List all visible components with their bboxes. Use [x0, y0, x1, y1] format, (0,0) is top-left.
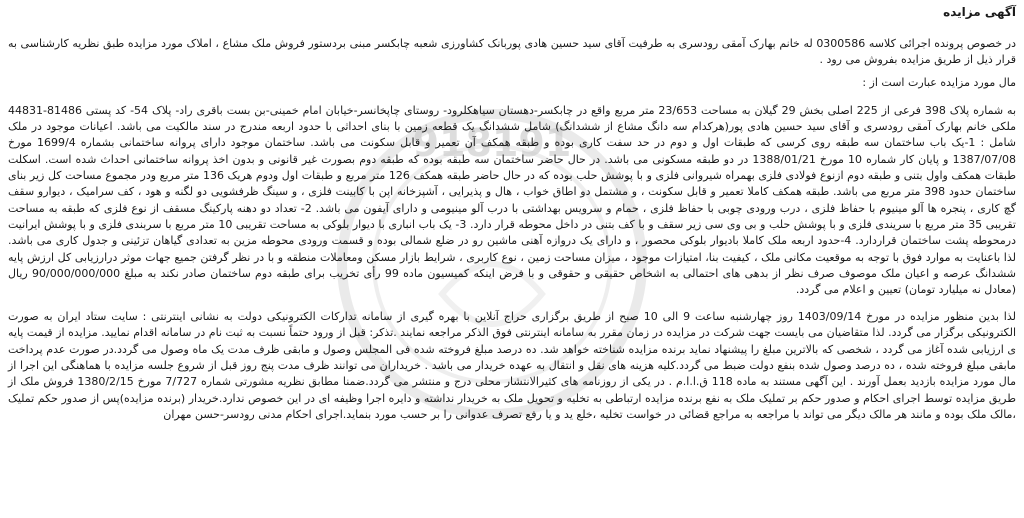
notice-title: آگهی مزایده	[943, 5, 1016, 19]
notice-intro: در خصوص پرونده اجرائی کلاسه 0300586 له خانم بهارک آمقی رودسری به طرفیت آقای سید حسین هادی پوربانک کشاورزی شعبه چابکسر مبنی بردستور فروش ملک مشاع ، املاک مورد مزایده طبق نظریه کارشناسی به قرار ذیل از طریق مزایده بفروش می رود .	[8, 37, 1016, 67]
property-subheading: مال مورد مزایده عبارت است از :	[862, 75, 1016, 89]
auction-procedure: لذا بدین منظور مزایده در مورخ 1403/09/14 روز چهارشنبه ساعت 9 الی 10 صبح از طریق برگزاری حراج آنلاین با بهره گیری از سامانه تدارکات الکترونیکی دولت به نشانی اینترنتی : سایت ستاد ایران به صورت الکترونیکی برگزار می گردد. لذا متقاضیان می بایست جهت شرکت در مزایده در زمان مقرر به سامانه اینترنتی فوق الذکر مراجعه نمایند .تذکر: قبل از ورود حتماً نسبت به ثبت نام در سامانه اقدام نمایید. مزایده از قیمت پایه ی ارزیابی شده آغاز می گردد ، شخصی که بالاترین مبلغ را پیشنهاد نماید برنده مزایده شناخته خواهد شد. ده درصد مبلغ فروخته شده فی المجلس وصول و مابقی ظرف مدت یک ماه وصول می گردد.در صورت عدم پرداخت مابقی مبلغ فروخته شده ، ده درصد وصول شده بنفع دولت ضبط می گردد.کلیه هزینه های نقل و انتقال به عهده خریدار می باشد . خریداران می توانند ظرف مدت پنج روز قبل از شروع جلسه مزایده با هماهنگی این اجرا از مال مورد مزایده بازدید بعمل آورند . این آگهی مستند به ماده 118 ق.ا.ا.م . در یکی از روزنامه های کثیرالانتشار محلی درج و منتشر می گردد.ضمنا مطابق نظریه مشورتی شماره 7/727 مورخ 1380/2/15 فروش ملک از طریق مزایده توسط اجرای احکام و صدور حکم بر تملیک ملک به نفع برنده مزایده ارتباطی به تخلیه و تحویل ملک به خریدار نداشته و دایره اجرا وظیفه ای در این خصوص ندارد.خریدار (برنده مزایده)پس از صدور حکم تملیک ،مالک ملک بوده و مانند هر مالک دیگر می تواند با مراجعه به مراجع قضائی در خواست تخلیه ،خلع ید و یا رفع تصرف عدوانی را بر حسب مورد بنماید.اجرای احکام مدنی رودسر-حسن مهران	[8, 309, 1016, 421]
property-description: به شماره پلاک 398 فرعی از 225 اصلی بخش 29 گیلان به مساحت 23/653 متر مربع واقع در چابکسر-دهستان سیاهکلرود- روستای چاپخانسر-خیابان امام خمینی-بن بست باقری راد- پلاک 54- کد پستی 81486-44831 ملکی خانم بهارک آمقی رودسری و آقای سید حسین هادی پور(هرکدام سه دانگ مشاع از ششدانگ) شامل ششدانگ یک قطعه زمین با بنای احداثی با حدود اربعه مندرج در سند مالکیت می باشد. اعیانات موجود در ملک شامل : 1-یک باب ساختمان سه طبقه روی کرسی که طبقات اول و دوم در حد سفت کاری بوده و طبقه همکف آن تعمیر و قابل سکونت می باشد. ساختمان موجود دارای پروانه ساختمانی بشماره 1699/4 مورخ 1387/07/08 و پایان کار شماره 10 مورخ 1388/01/21 در دو طبقه مسکونی می باشد. در حال حاضر ساختمان سه طبقه بوده که طبقه دوم بصورت غیر قانونی و بدون اخذ پروانه ساختمانی احداث شده است. اسکلت طبقات همکف واول بتنی و طبقه دوم ازنوع فولادی فلزی بهمراه شیروانی فلزی و با پوشش حلب بوده که در حال حاضر طبقه همکف 126 متر مربع و طبقات اول ودوم هریک 136 متر مربع ودر مجموع مساحت کل زیر بنای ساختمان حدود 398 متر مربع می باشد. طبقه همکف کاملا تعمیر و قابل سکونت ، و مشتمل دو اطاق خواب ، هال و پذیرایی ، آشپزخانه اپن با کابینت فلزی ، و سینگ ظرفشویی دو لگنه و هود ، کف سرامیک ، دیوارو سقف گچ کاری ، پنجره ها آلو مینیوم با حفاظ فلزی ، درب ورودی چوبی با حفاظ فلزی ، حمام و سرویس بهداشتی با درب آلو مینیومی و دارای آیفون می باشد. 2- تعداد دو دهنه پارکینگ مسقف از نوع فلزی که طبقه به مساحت تقریبی 35 متر مربع با سریندی فلزی و با پوشش حلب و بی وی سی زیر سقف و با کف بتنی در داخل محوطه قرار دارد. 3- یک باب انباری با دیوار بلوکی به مساحت تقریبی 10 متر مربع با سربندی فلزی و با پوشش ایرانیت درمحوطه پشت ساختمان قراردارد. 4-حدود اربعه ملک کاملا بادیوار بلوکی محصور ، و دارای یک دروازه آهنی ماشین رو در ضلع شمالی بوده و قسمت ورودی محوطه مزین به تعدادی گیاهان تزئینی و جدول کاری می باشد. لذا باعنایت به موارد فوق با توجه به موقعیت مکانی ملک ، کیفیت بنا، امتیازات موجود ، میزان مساحت زمین ، نوع کاربری ، شرایط بازار مسکن ومعاملات منطقه و با در نظر گرفتن جمیع جهات موثر درارزیابی کل ارزش پایه ششدانگ عرصه و اعیان ملک موصوف صرف نظر از بدهی های احتمالی به اشخاص حقیقی و حقوقی و با فرض اینکه کمیسیون ماده 99 رأی تخریب برای طبقه دوم ساختمان صادر نکند به مبلغ 90/000/000/000 ریال (معادل نه میلیارد تومان) تعیین و اعلام می گردد.	[8, 103, 1017, 297]
watermark-digits: 918191	[412, 121, 572, 165]
